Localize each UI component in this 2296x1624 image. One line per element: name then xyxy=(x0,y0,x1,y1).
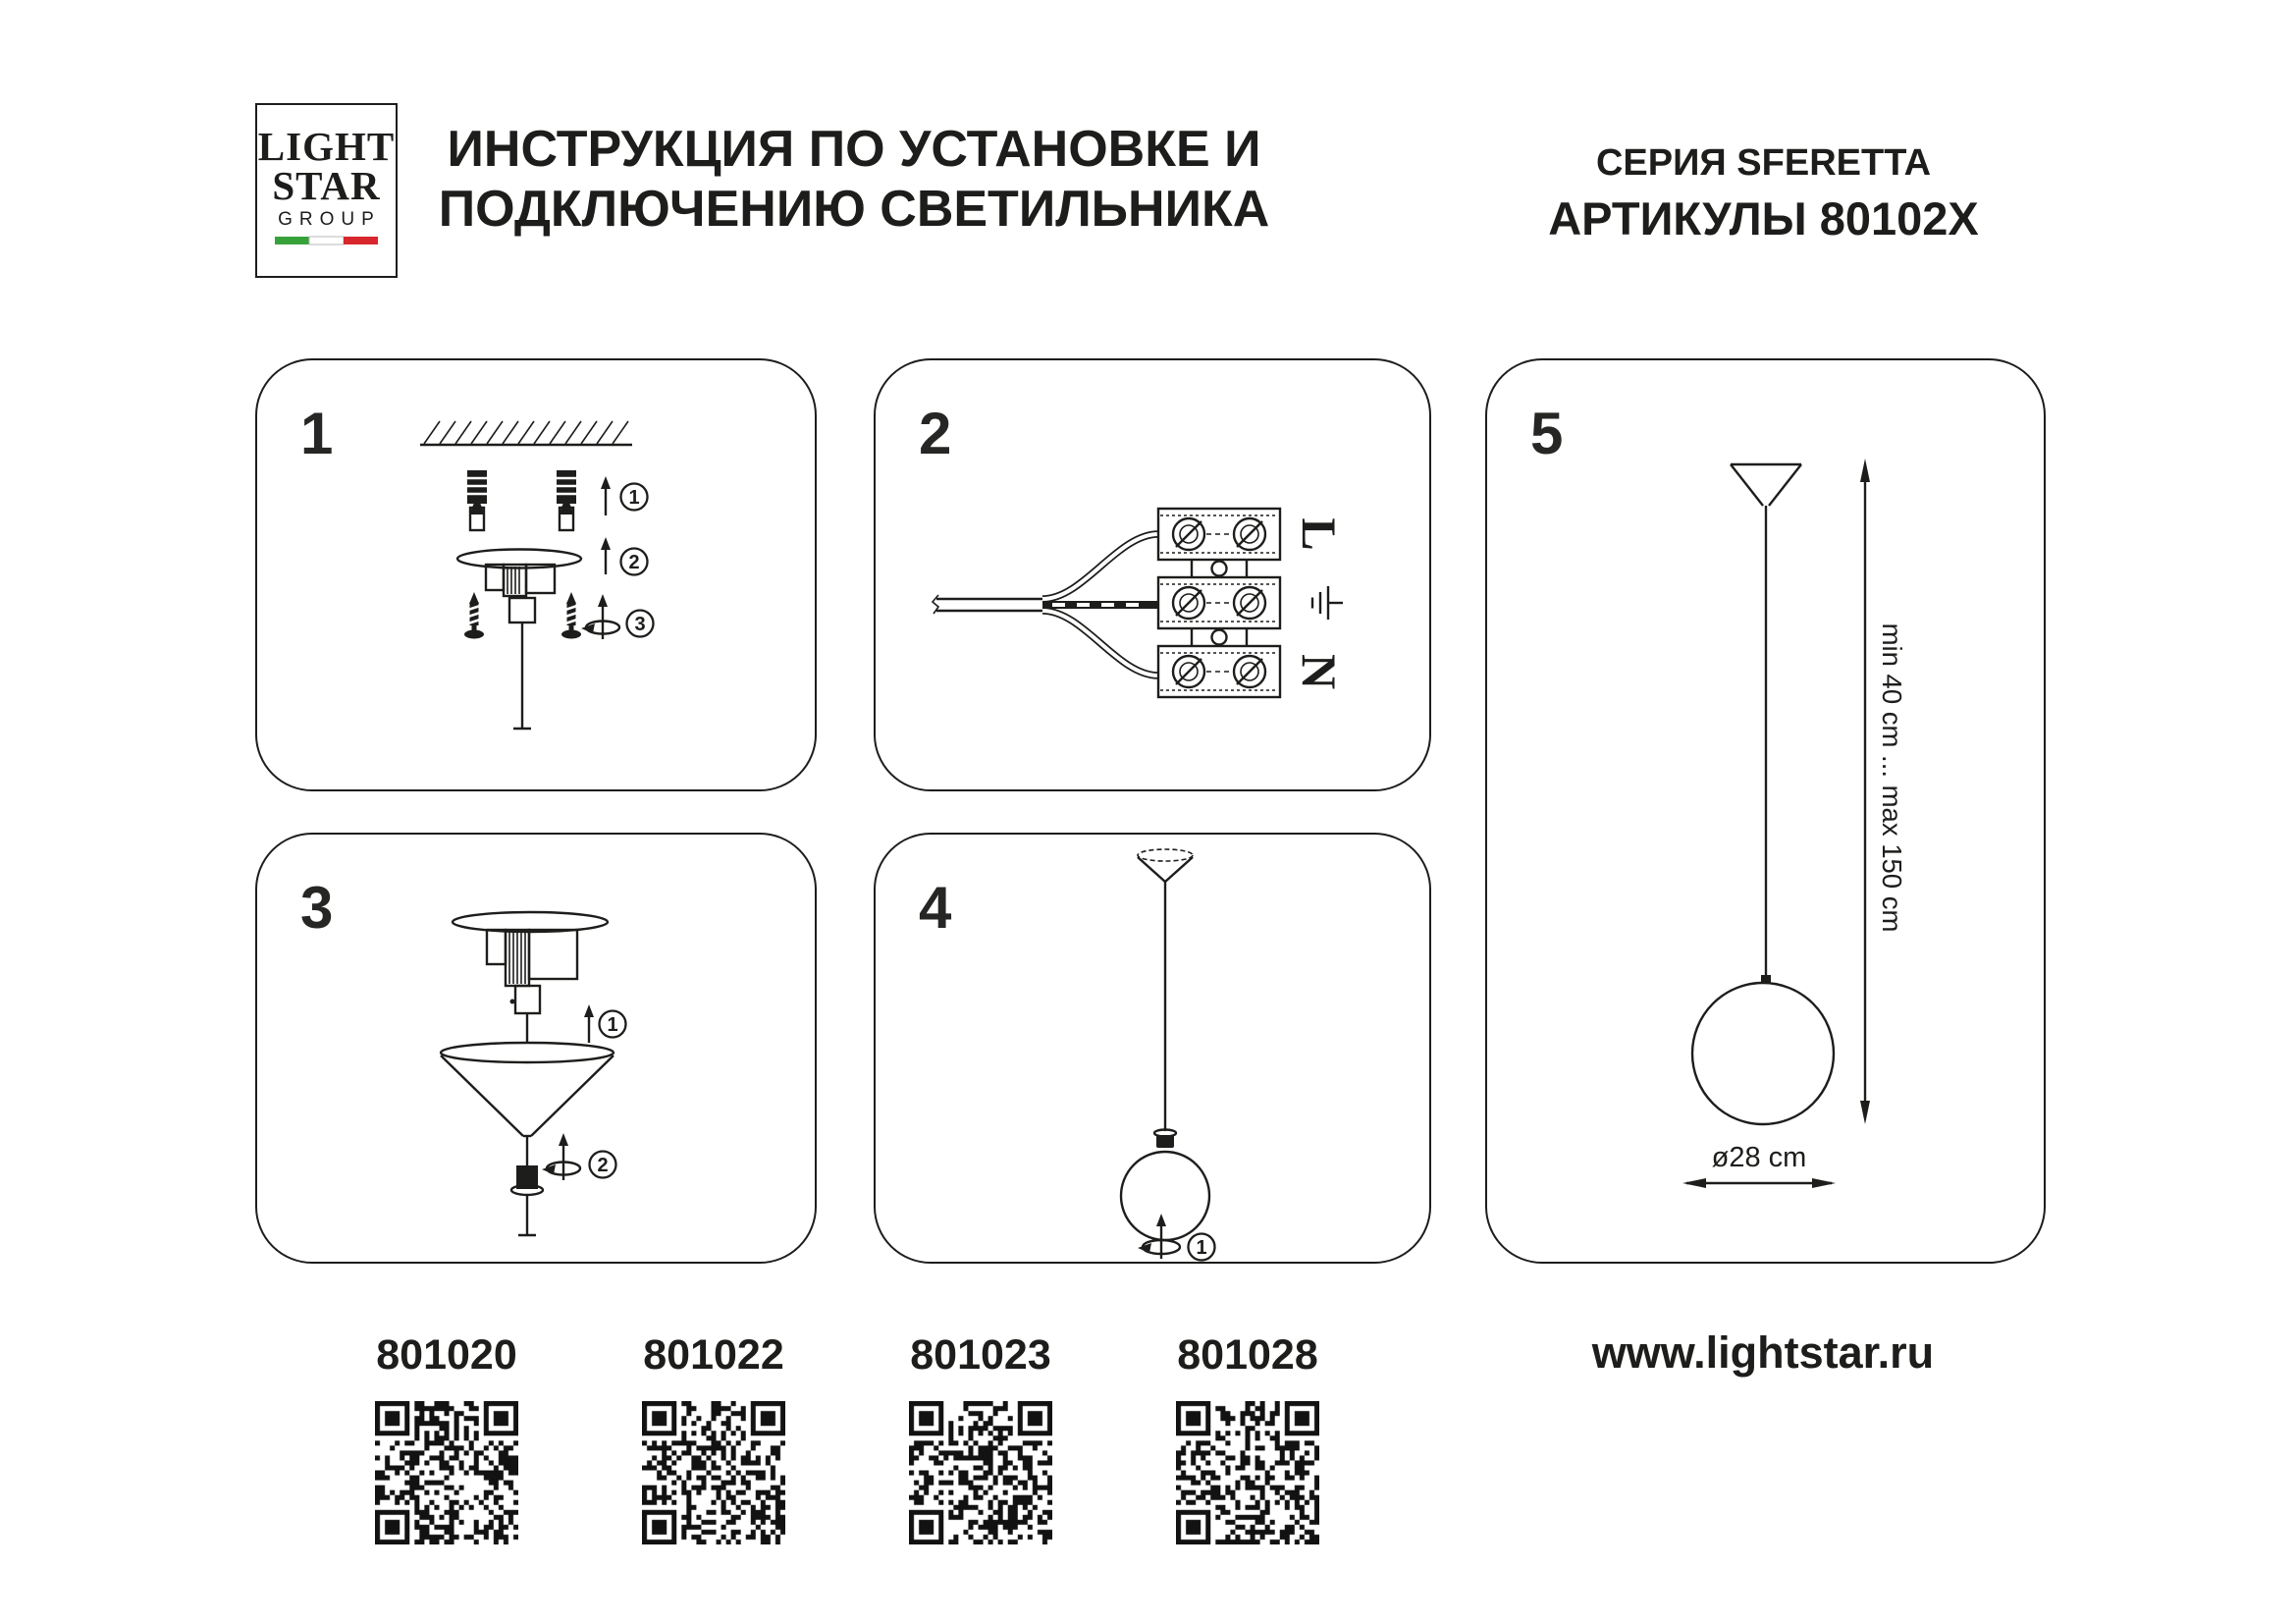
svg-text:1: 1 xyxy=(628,487,640,509)
article-number: 801028 xyxy=(1177,1331,1318,1379)
logo-word-group: GROUP xyxy=(278,209,381,230)
live-label: L xyxy=(1292,517,1347,551)
qr-code xyxy=(1176,1401,1319,1544)
screw-icon xyxy=(464,592,484,639)
step-badge xyxy=(1189,1234,1215,1261)
wall-plug-icon xyxy=(557,470,576,530)
step-badge xyxy=(621,549,648,575)
step-number: 2 xyxy=(919,401,952,466)
svg-text:2: 2 xyxy=(597,1155,609,1176)
step-1-panel xyxy=(255,358,817,791)
arrow-up-icon xyxy=(601,537,611,574)
diameter-dimension xyxy=(1682,1142,1836,1188)
step-number: 4 xyxy=(919,875,952,941)
step-badge xyxy=(600,1011,626,1038)
height-range-label: min 40 cm ... max 150 cm xyxy=(1877,623,1907,933)
rotate-arrow-icon xyxy=(581,594,619,639)
cone-shade xyxy=(441,1043,614,1165)
step-badge xyxy=(621,484,648,511)
step-2-diagram xyxy=(876,360,1429,789)
step-5-panel xyxy=(1485,358,2046,1264)
italian-flag-icon xyxy=(275,236,378,245)
svg-text:2: 2 xyxy=(628,552,640,573)
svg-text:1: 1 xyxy=(1196,1237,1207,1259)
step-4-panel xyxy=(874,833,1431,1264)
ceiling-canopy xyxy=(453,912,608,1043)
ceiling-cone xyxy=(1138,849,1193,1131)
step-3-diagram xyxy=(257,835,815,1262)
rotate-arrow-icon xyxy=(1138,1214,1180,1259)
screw-icon xyxy=(561,592,581,639)
qr-code xyxy=(909,1401,1052,1544)
qr-code xyxy=(642,1401,785,1544)
step-3-panel xyxy=(255,833,817,1264)
arrow-up-icon xyxy=(601,476,611,515)
article-number: 801020 xyxy=(376,1331,517,1379)
series-header xyxy=(1485,143,2042,244)
qr-code xyxy=(375,1401,518,1544)
title-line-2: ПОДКЛЮЧЕНИЮ СВЕТИЛЬНИКА xyxy=(438,181,1270,238)
logo-word-light: LIGHT xyxy=(257,124,396,169)
article-number: 801023 xyxy=(910,1331,1051,1379)
ceiling-hatch xyxy=(420,421,632,445)
logo-word-star: STAR xyxy=(272,163,381,208)
svg-text:3: 3 xyxy=(634,614,646,635)
mains-cable xyxy=(933,534,1158,676)
lightstar-logo xyxy=(255,103,398,278)
step-number: 5 xyxy=(1530,401,1564,466)
svg-text:1: 1 xyxy=(607,1014,618,1036)
ceiling-canopy xyxy=(457,550,581,730)
step-badge xyxy=(627,611,654,637)
title-line-1: ИНСТРУКЦИЯ ПО УСТАНОВКЕ И xyxy=(447,121,1261,178)
step-1-diagram xyxy=(257,360,815,789)
step-2-panel xyxy=(874,358,1431,791)
website-url: www.lightstar.ru xyxy=(1591,1327,1935,1378)
wall-plug-icon xyxy=(467,470,487,530)
step-4-diagram xyxy=(876,835,1429,1262)
step-number: 1 xyxy=(300,401,334,466)
page-title xyxy=(422,120,1286,240)
arrow-up-icon xyxy=(584,1004,594,1043)
earth-symbol-icon xyxy=(1312,586,1343,620)
step-badge xyxy=(590,1152,616,1178)
glass-sphere xyxy=(1121,1152,1209,1240)
step-number: 3 xyxy=(300,875,334,941)
article-number: 801022 xyxy=(643,1331,784,1379)
height-dimension xyxy=(1860,459,1907,1124)
neutral-label: N xyxy=(1292,653,1347,690)
diameter-label: ø28 cm xyxy=(1711,1142,1807,1173)
pendant-lamp xyxy=(1692,464,1834,1124)
series-name: СЕРИЯ SFERETTA xyxy=(1595,142,1932,184)
articles-code: АРТИКУЛЫ 80102X xyxy=(1548,192,1979,244)
locking-nut xyxy=(511,1165,543,1235)
terminal-block xyxy=(1158,509,1280,697)
step-5-diagram xyxy=(1487,360,2044,1262)
rotate-arrow-icon xyxy=(542,1133,580,1180)
lamp-socket xyxy=(1154,1130,1176,1149)
